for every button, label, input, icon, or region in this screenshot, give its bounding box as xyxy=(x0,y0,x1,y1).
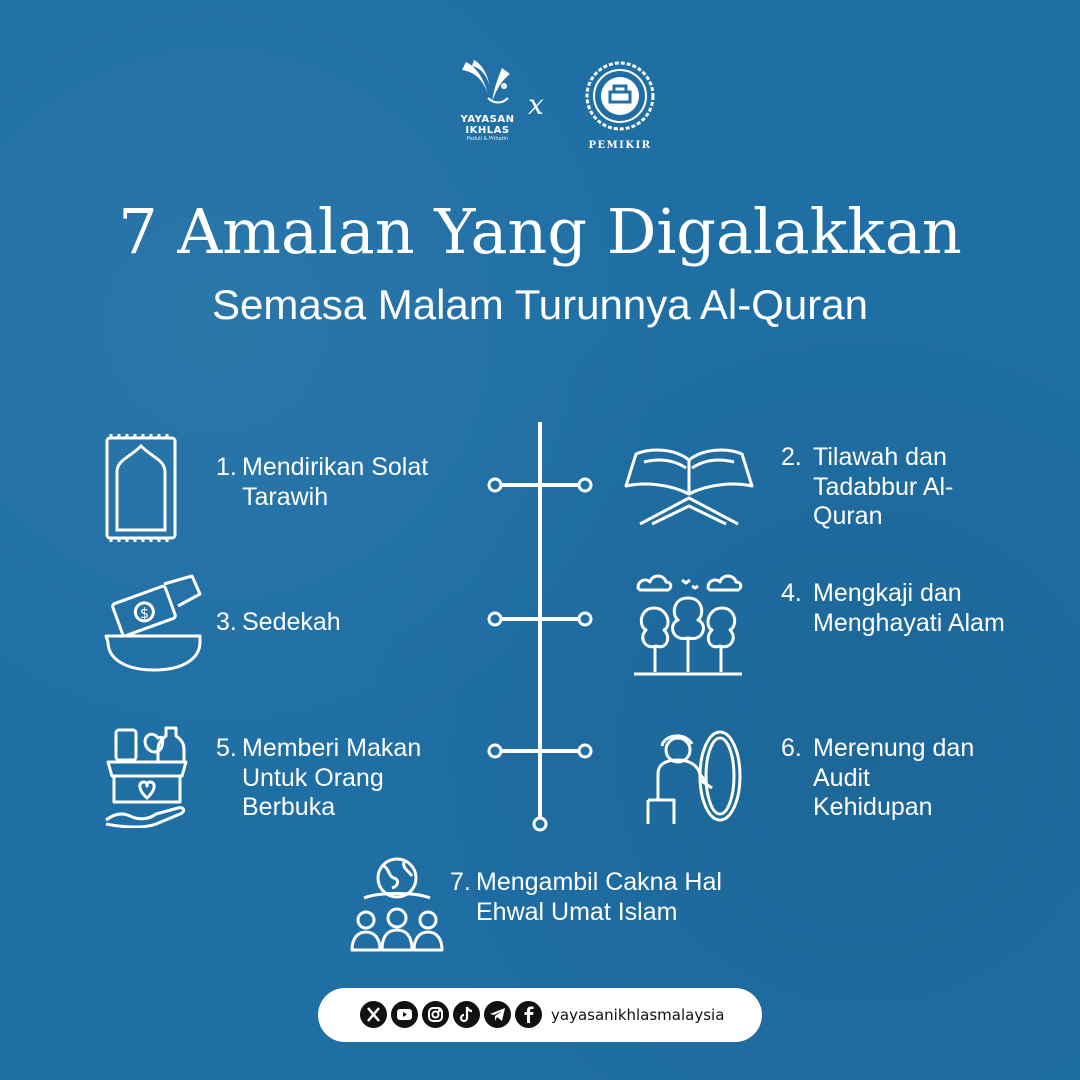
item-5-label: Memberi Makan Untuk Orang Berbuka xyxy=(242,734,422,821)
yayasan-ikhlas-logo xyxy=(440,58,535,142)
food-box-icon xyxy=(104,724,190,828)
page-subtitle-text: Semasa Malam Turunnya Al-Quran xyxy=(212,281,868,328)
page-title: 7 Amalan Yang Digalakkan xyxy=(118,195,962,268)
pemikir-emblem-icon xyxy=(584,60,656,132)
page-subtitle xyxy=(0,283,1080,327)
quran-stand-icon xyxy=(622,440,756,530)
timeline xyxy=(480,418,600,838)
brand-left-tagline: Peduli & Prihatin xyxy=(466,136,509,142)
nature-icon xyxy=(632,568,744,678)
item-6-number: 6. xyxy=(781,734,802,762)
facebook-icon[interactable] xyxy=(515,1001,542,1028)
item-4-label: Mengkaji dan Menghayati Alam xyxy=(813,579,1005,637)
brand-left-name: YAYASAN IKHLAS xyxy=(460,114,515,136)
global-community-icon xyxy=(348,856,446,960)
item-7-number: 7. xyxy=(450,868,471,896)
x-icon[interactable] xyxy=(360,1001,387,1028)
donation-icon xyxy=(104,572,204,672)
item-6-label: Merenung dan Audit Kehidupan xyxy=(813,734,975,821)
instagram-icon[interactable] xyxy=(422,1001,449,1028)
collab-separator: x xyxy=(528,88,544,121)
tiktok-icon[interactable] xyxy=(453,1001,480,1028)
youtube-icon[interactable] xyxy=(391,1001,418,1028)
yayasan-ikhlas-emblem-icon xyxy=(458,58,518,110)
item-7-label: Mengambil Cakna Hal Ehwal Umat Islam xyxy=(476,868,722,926)
prayer-mat-icon xyxy=(103,432,179,544)
pemikir-logo xyxy=(580,60,660,151)
item-2-label: Tilawah dan Tadabbur Al-Quran xyxy=(813,443,954,530)
item-3-label: Sedekah xyxy=(242,608,341,636)
item-4-number: 4. xyxy=(781,579,802,607)
item-2-number: 2. xyxy=(781,443,802,471)
item-1-number: 1. xyxy=(216,453,237,481)
svg-text:$: $ xyxy=(140,606,149,622)
telegram-icon[interactable] xyxy=(484,1001,511,1028)
social-handle[interactable]: yayasanikhlasmalaysia xyxy=(551,1006,725,1024)
social-footer xyxy=(318,988,762,1042)
item-1-label: Mendirikan Solat Tarawih xyxy=(242,453,429,511)
item-5-number: 5. xyxy=(216,734,237,762)
brand-right-name: PEMIKIR xyxy=(588,140,652,151)
timeline-end-dot xyxy=(534,818,546,830)
item-3-number: 3. xyxy=(216,608,237,636)
mirror-reflection-icon xyxy=(640,728,744,826)
